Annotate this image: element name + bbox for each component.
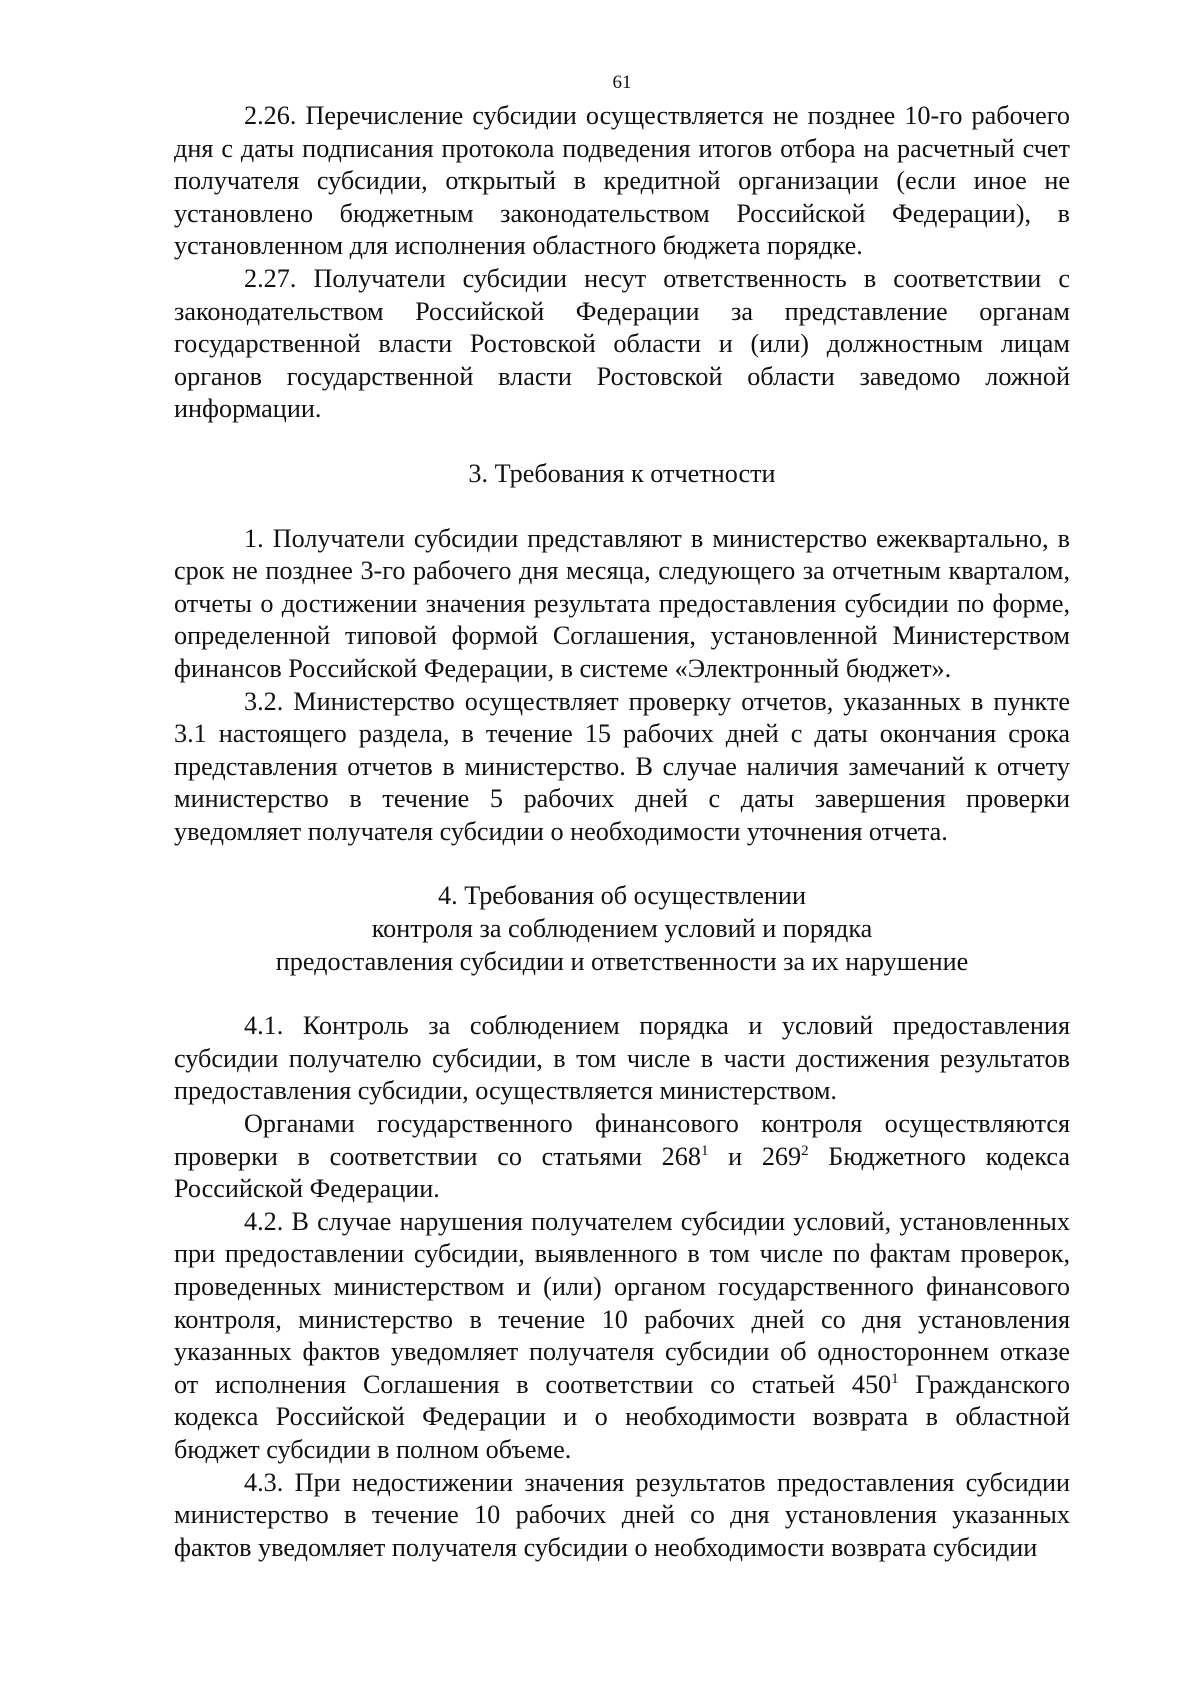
- paragraph-2-26: 2.26. Перечисление субсидии осуществляется не позднее 10-го рабочего дня с даты подписания протокола подведения итогов отбора на расчетный счет получателя субсидии, открытый в кредитной организации (если иное не установлено бюджетным законодательством Российской Федерации), в установленном для исполнения областного бюджета порядке.: [174, 101, 1070, 261]
- paragraph-3-1: 1. Получатели субсидии представляют в министерство ежеквартально, в срок не позднее 3-го рабочего дня месяца, следующего за отчетным кварталом, отчеты о достижении значения результата предоставления субсидии по форме, определенной типовой формой Соглашения, установленной Министерством финансов Российской Федерации, в системе «Электронный бюджет».: [174, 523, 1070, 683]
- paragraph-4-2: [174, 1206, 1070, 1467]
- paragraph-4-1: 4.1. Контроль за соблюдением порядка и условий предоставления субсидии получателю субсидии, в том числе в части достижения результатов предоставления субсидии, осуществляется министерством.: [174, 1011, 1070, 1106]
- section-4-heading-line-3: предоставления субсидии и ответственности за их нарушение: [275, 946, 969, 976]
- text-run: Гражданского кодекса Российской Федерации и о необходимости возврата в областной бюджет субсидии в полном объеме.: [174, 1369, 1070, 1464]
- paragraph-4-1-control-bodies: [174, 1108, 1070, 1206]
- paragraph-3-2: 3.2. Министерство осуществляет проверку отчетов, указанных в пункте 3.1 настоящего раздела, в течение 15 рабочих дней с даты окончания срока представления отчетов в министерство. В случае наличия замечаний к отчету министерство в течение 5 рабочих дней с даты завершения проверки уведомляет получателя субсидии о необходимости уточнения отчета.: [174, 686, 1070, 846]
- superscript: 1: [700, 1142, 709, 1159]
- text-run: Органами государственного финансового контроля осуществляются проверки в соответствии со статьями 268: [174, 1109, 1070, 1171]
- text-run: Бюджетного кодекса Российской Федерации.: [174, 1141, 1070, 1204]
- text-run: и 269: [708, 1141, 802, 1171]
- superscript: 1: [891, 1370, 899, 1387]
- section-4-heading-line-2: контроля за соблюдением условий и порядка: [371, 914, 873, 944]
- page-number: 61: [612, 72, 632, 93]
- paragraph-4-3: 4.3. При недостижении значения результатов предоставления субсидии министерство в течение 10 рабочих дней со дня установления указанных фактов уведомляет получателя субсидии о необходимости возврата субсидии: [174, 1467, 1070, 1562]
- superscript: 2: [801, 1142, 809, 1159]
- section-3-heading: 3. Требования к отчетности: [468, 458, 776, 488]
- section-4-heading-line-1: 4. Требования об осуществлении: [438, 881, 806, 911]
- text-run: 4.2. В случае нарушения получателем субсидии условий, установленных при предоставлении субсидии, выявленного в том числе по фактам проверок, проведенных министерством и (или) органом государственного финансового контроля, министерство в течение 10 рабочих дней со дня установления указанных фактов уведомляет получателя субсидии об одностороннем отказе от исполнения Соглашения в соответствии со статьей 450: [174, 1206, 1070, 1399]
- paragraph-2-27: 2.27. Получатели субсидии несут ответственность в соответствии с законодательством Российской Федерации за представление органам государственной власти Ростовской области и (или) должностным лицам органов государственной власти Ростовской области заведомо ложной информации.: [174, 263, 1070, 424]
